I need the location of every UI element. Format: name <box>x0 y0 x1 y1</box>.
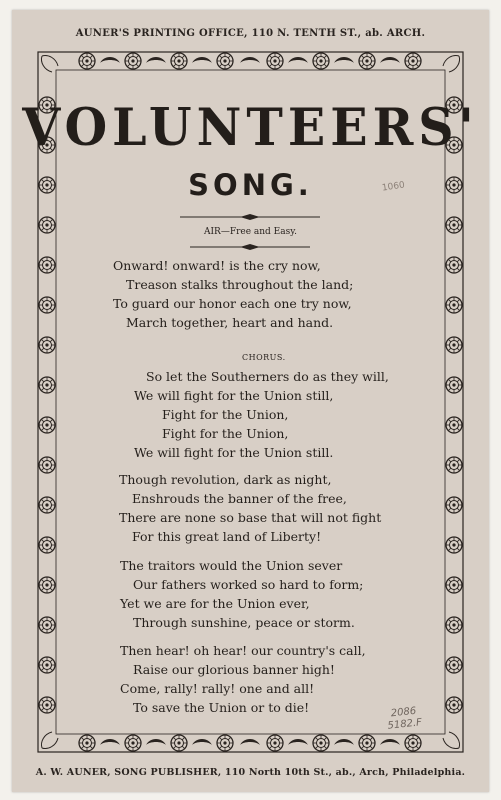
chorus-line: We will fight for the Union still, <box>134 388 334 403</box>
stanza-line: Treason stalks throughout the land; <box>126 277 354 292</box>
printer-header: AUNER'S PRINTING OFFICE, 110 N. TENTH ST., ab. ARCH. <box>75 28 426 39</box>
song-title: VOLUNTEERS' <box>22 96 479 158</box>
chorus <box>134 367 389 462</box>
stanza-line: Raise our glorious banner high! <box>133 662 335 677</box>
song-sheet <box>12 10 489 792</box>
stanza-line: There are none so base that will not fight <box>119 510 382 525</box>
stanza-line: Though revolution, dark as night, <box>119 472 332 487</box>
divider-top <box>180 214 320 220</box>
pencil-line: 2086 <box>390 705 417 720</box>
pencil-line: 5182.F <box>387 717 423 732</box>
stanza-line: To guard our honor each one try now, <box>113 296 352 311</box>
pencil-note-bottom <box>386 705 423 732</box>
stanza-4 <box>120 641 366 717</box>
chorus-line: So let the Southerners do as they will, <box>146 369 389 384</box>
air-note: AIR—Free and Easy. <box>204 227 297 237</box>
stanza-line: Our fathers worked so hard to form; <box>133 577 364 592</box>
stanza-3 <box>120 556 363 632</box>
stanza-line: Enshrouds the banner of the free, <box>132 491 347 506</box>
publisher-footer: A. W. AUNER, SONG PUBLISHER, 110 North 10th St., ab., Arch, Philadelphia. <box>35 767 466 778</box>
stanza-1 <box>113 256 353 332</box>
stanza-line: Come, rally! rally! one and all! <box>120 681 315 696</box>
pencil-note-top: 1060 <box>381 180 406 194</box>
stanza-line: Then hear! oh hear! our country's call, <box>120 643 366 658</box>
stanza-line: March together, heart and hand. <box>126 315 334 330</box>
stanza-line: To save the Union or to die! <box>133 700 310 715</box>
stanza-line: For this great land of Liberty! <box>132 529 322 544</box>
stanza-line: The traitors would the Union sever <box>120 558 343 573</box>
divider-bottom <box>190 244 310 250</box>
stanza-line: Through sunshine, peace or storm. <box>133 615 355 630</box>
stanza-line: Onward! onward! is the cry now, <box>113 258 321 273</box>
chorus-label: CHORUS. <box>242 353 286 362</box>
chorus-line: Fight for the Union, <box>162 426 289 441</box>
song-subtitle: SONG. <box>188 168 313 202</box>
chorus-line: We will fight for the Union still. <box>134 445 334 460</box>
stanza-2 <box>119 470 381 546</box>
stanza-line: Yet we are for the Union ever, <box>120 596 310 611</box>
chorus-line: Fight for the Union, <box>162 407 289 422</box>
